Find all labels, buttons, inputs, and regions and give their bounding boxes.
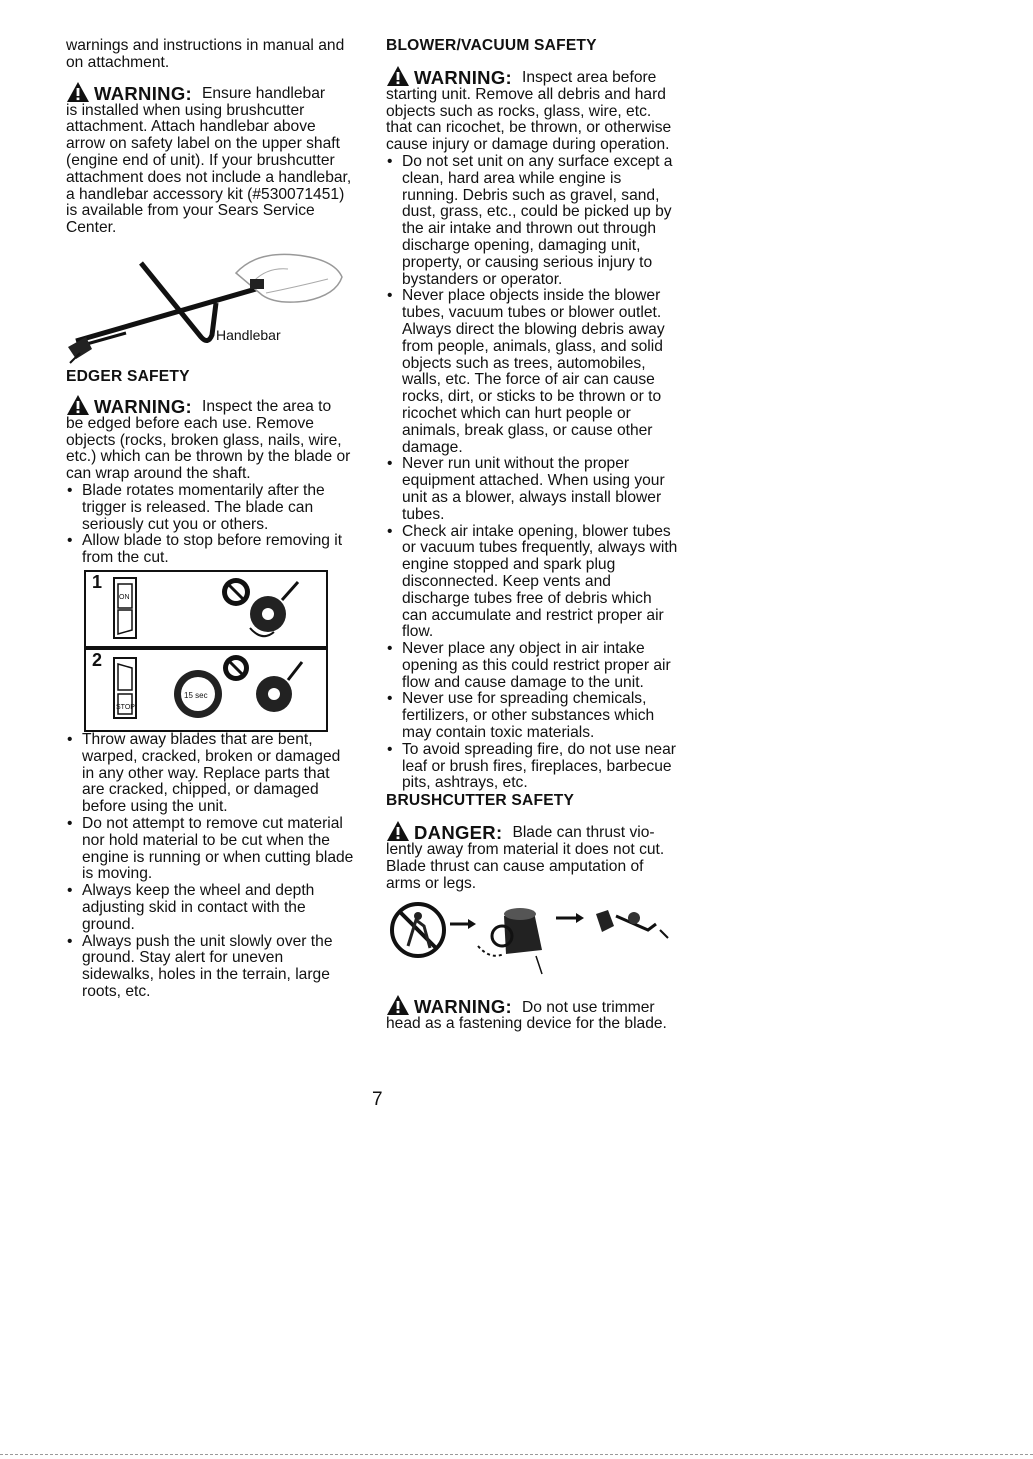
warning-triangle-icon — [66, 81, 90, 103]
blade-thrust-icon — [386, 896, 678, 980]
warning-word: WARNING: — [414, 66, 512, 88]
warning-triangle-icon — [66, 394, 90, 416]
page-number: 7 — [372, 1089, 383, 1110]
no-hand-blade-icon — [86, 572, 326, 646]
warning-body: is installed when using brushcutter attachment. Attach handlebar above arrow on safety label on the upper shaft (engine end of unit). If your brushcutter attachment does not include a handlebar, a handlebar accessory kit (#530071451) is available from your Sears Service Center. — [66, 101, 352, 237]
list-item: • Allow blade to stop before removing it from the cut. — [66, 533, 356, 567]
blower-bullets — [386, 154, 678, 792]
handlebar-label: Handlebar — [216, 326, 281, 343]
edger-bullets-b — [66, 732, 356, 1001]
list-item: • Always keep the wheel and depth adjusting skid in contact with the ground. — [66, 883, 356, 933]
danger-word: DANGER: — [414, 822, 503, 844]
warning-body: starting unit. Remove all debris and hard objects such as rocks, glass, wire, etc. that can ricochet, be thrown, or otherwise cause injury or damage during operation. — [386, 85, 672, 154]
panel-number: 1 — [92, 571, 103, 592]
switch-on-label: ON — [119, 593, 130, 601]
list-item: • Never run unit without the proper equipment attached. When using your unit as a blower, always install blower tubes. — [386, 456, 678, 523]
left-column — [66, 38, 356, 1001]
warning-lead: Inspect area before — [521, 69, 657, 86]
blower-safety-heading: BLOWER/VACUUM SAFETY — [386, 37, 597, 54]
brushcutter-danger — [386, 820, 678, 892]
blower-warning — [386, 65, 678, 154]
figure-panel-2 — [84, 648, 328, 732]
brushcutter-safety-heading: BRUSHCUTTER SAFETY — [386, 792, 575, 810]
warning-lead: Ensure handlebar — [201, 84, 326, 102]
list-item: • Throw away blades that are bent, warped, cracked, broken or damaged in any other way. Replace parts that are cracked, chipped, or damaged before using the unit. — [66, 732, 356, 816]
list-item: • Never place any object in air intake opening as this could restrict proper air flow and cause damage to the unit. — [386, 641, 678, 691]
list-item: • Check air intake opening, blower tubes or vacuum tubes frequently, always with engine stopped and spark plug disconnected. Keep vents and discharge tubes free of debris which can accumulate and restrict proper air flow. — [386, 524, 678, 642]
trimmer-handlebar-icon — [66, 243, 356, 365]
warning-body: be edged before each use. Remove objects (rocks, broken glass, nails, wire, etc.) which can be thrown by the blade or can wrap around the shaft. — [66, 414, 351, 483]
bottom-divider — [0, 1454, 1033, 1455]
edger-warning — [66, 394, 356, 483]
intro-text: warnings and instructions in manual and on attachment. — [66, 37, 345, 71]
warning-word: WARNING: — [414, 996, 512, 1018]
warning-word: WARNING: — [94, 395, 192, 417]
danger-lead: Blade can thrust vio- — [512, 824, 655, 842]
timer-label: 15 sec — [184, 690, 208, 700]
danger-triangle-icon — [386, 820, 410, 842]
blade-thrust-figure — [386, 896, 678, 980]
warning-body: head as a fastening device for the blade. — [386, 1015, 667, 1033]
figure-panel-1 — [84, 570, 328, 648]
list-item: • Always push the unit slowly over the ground. Stay alert for uneven sidewalks, holes in the terrain, large roots, etc. — [66, 934, 356, 1001]
list-item: • Do not attempt to remove cut material nor hold material to be cut when the engine is running or when cutting blade is moving. — [66, 816, 356, 883]
list-item: • Blade rotates momentarily after the trigger is released. The blade can seriously cut you or others. — [66, 483, 356, 533]
trimmer-head-warning — [386, 994, 678, 1033]
warning-word: WARNING: — [94, 82, 192, 104]
blade-stop-figure — [66, 570, 356, 730]
warning-triangle-icon — [386, 994, 410, 1016]
handlebar-illustration — [66, 243, 356, 365]
right-column — [386, 38, 678, 1033]
handlebar-warning — [66, 81, 356, 237]
list-item: • Never use for spreading chemicals, fertilizers, or other substances which may contain toxic materials. — [386, 691, 678, 741]
panel-number: 2 — [92, 649, 103, 670]
warning-lead: Inspect the area to — [201, 397, 332, 415]
list-item: • Do not set unit on any surface except a clean, hard area while engine is running. Debris such as gravel, sand, dust, grass, etc., could be picked up by the air intake and thrown out through discharge opening, damaging unit, property, or causing serious injury to bystanders or operator. — [386, 154, 678, 288]
warning-lead: Do not use trimmer — [521, 998, 655, 1016]
switch-stop-label: STOP — [116, 703, 135, 711]
list-item: • Never place objects inside the blower tubes, vacuum tubes or blower outlet. Always direct the blowing debris away from people, animals, glass, and solid objects such as trees, automobiles, walls, etc. The force of air can cause rocks, dirt, or sticks to be thrown or to ricochet which can hurt people or animals, break glass, or cause other damage. — [386, 288, 678, 456]
warning-triangle-icon — [386, 65, 410, 87]
edger-safety-heading: EDGER SAFETY — [66, 367, 190, 385]
danger-body: lently away from material it does not cut. Blade thrust can cause amputation of arms or legs. — [386, 841, 665, 892]
list-item: • To avoid spreading fire, do not use near leaf or brush fires, fireplaces, barbecue pits, ashtrays, etc. — [386, 742, 678, 792]
edger-bullets-a — [66, 483, 356, 567]
